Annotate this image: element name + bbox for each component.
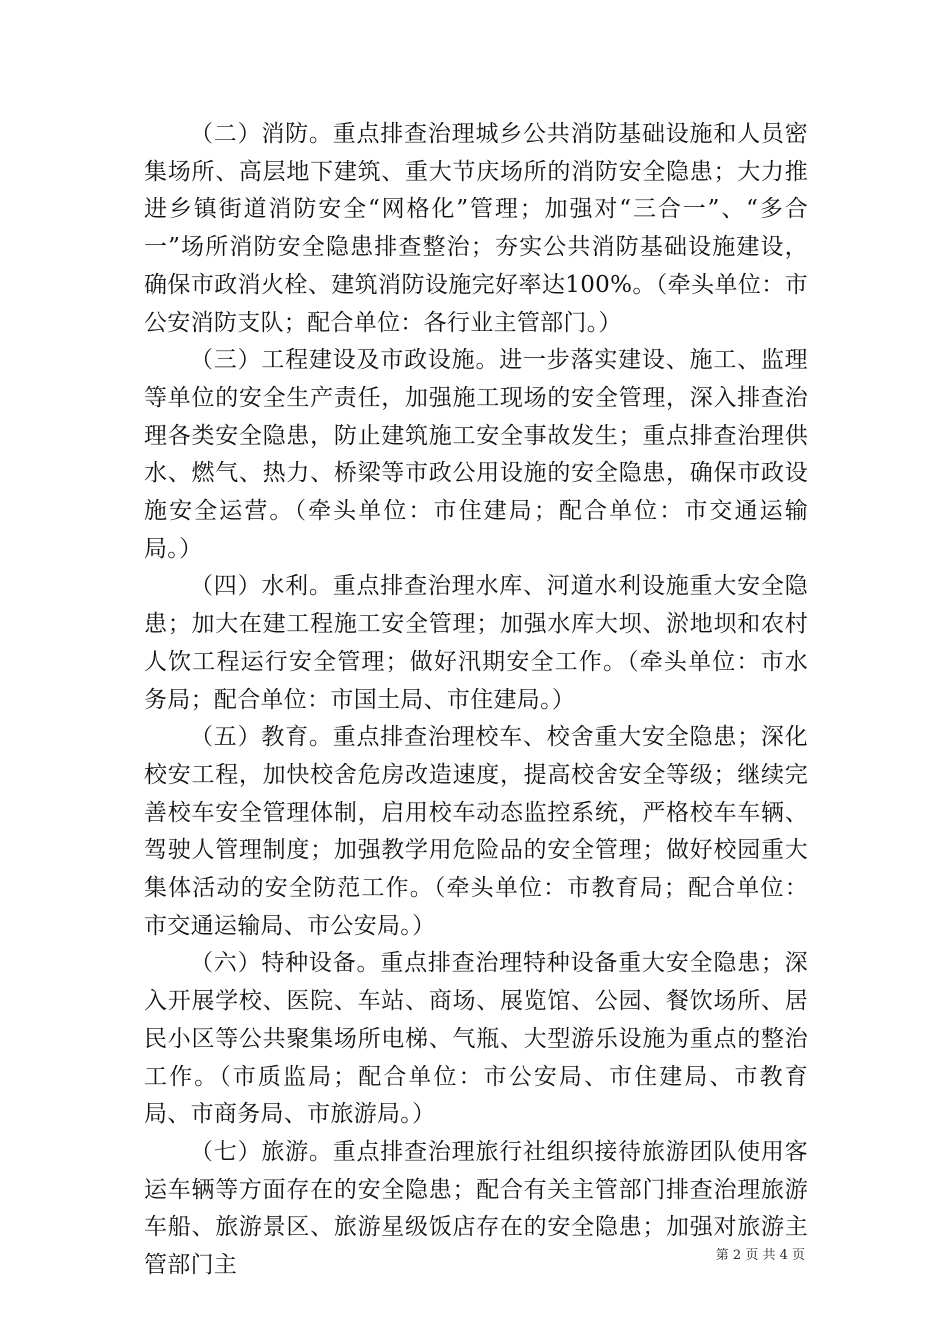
paragraph-fire-protection: （二）消防。重点排查治理城乡公共消防基础设施和人员密集场所、高层地下建筑、重大节庆场所的消防安全隐患；大力推进乡镇街道消防安全“网格化”管理；加强对“三合一”、“多合一”场所消防安全隐患排查整治；夯实公共消防基础设施建设，确保市政消火栓、建筑消防设施完好率达100%。（牵头单位：市公安消防支队；配合单位：各行业主管部门。） [144, 121, 808, 336]
page-number: 第 2 页 共 4 页 [715, 1248, 805, 1263]
paragraph-education: （五）教育。重点排查治理校车、校舍重大安全隐患；深化校安工程，加快校舍危房改造速度，提高校舍安全等级；继续完善校车安全管理体制，启用校车动态监控系统，严格校车车辆、驾驶人管理制度；加强教学用危险品的安全管理；做好校园重大集体活动的安全防范工作。（牵头单位：市教育局；配合单位：市交通运输局、市公安局。） [144, 724, 808, 939]
paragraph-engineering-construction: （三）工程建设及市政设施。进一步落实建设、施工、监理等单位的安全生产责任，加强施工现场的安全管理，深入排查治理各类安全隐患，防止建筑施工安全事故发生；重点排查治理供水、燃气、热力、桥梁等市政公用设施的安全隐患，确保市政设施安全运营。（牵头单位：市住建局；配合单位：市交通运输局。） [144, 347, 808, 562]
paragraph-special-equipment: （六）特种设备。重点排查治理特种设备重大安全隐患；深入开展学校、医院、车站、商场、展览馆、公园、餐饮场所、居民小区等公共聚集场所电梯、气瓶、大型游乐设施为重点的整治工作。（市质监局；配合单位：市公安局、市住建局、市教育局、市商务局、市旅游局。） [144, 950, 808, 1128]
paragraph-tourism: （七）旅游。重点排查治理旅行社组织接待旅游团队使用客运车辆等方面存在的安全隐患；配合有关主管部门排查治理旅游车船、旅游景区、旅游星级饭店存在的安全隐患；加强对旅游主管部门主 [144, 1138, 808, 1279]
document-body [144, 116, 808, 1285]
paragraph-water-conservancy: （四）水利。重点排查治理水库、河道水利设施重大安全隐患；加大在建工程施工安全管理；加强水库大坝、淤地坝和农村人饮工程运行安全管理；做好汛期安全工作。（牵头单位：市水务局；配合单位：市国土局、市住建局。） [144, 573, 808, 713]
